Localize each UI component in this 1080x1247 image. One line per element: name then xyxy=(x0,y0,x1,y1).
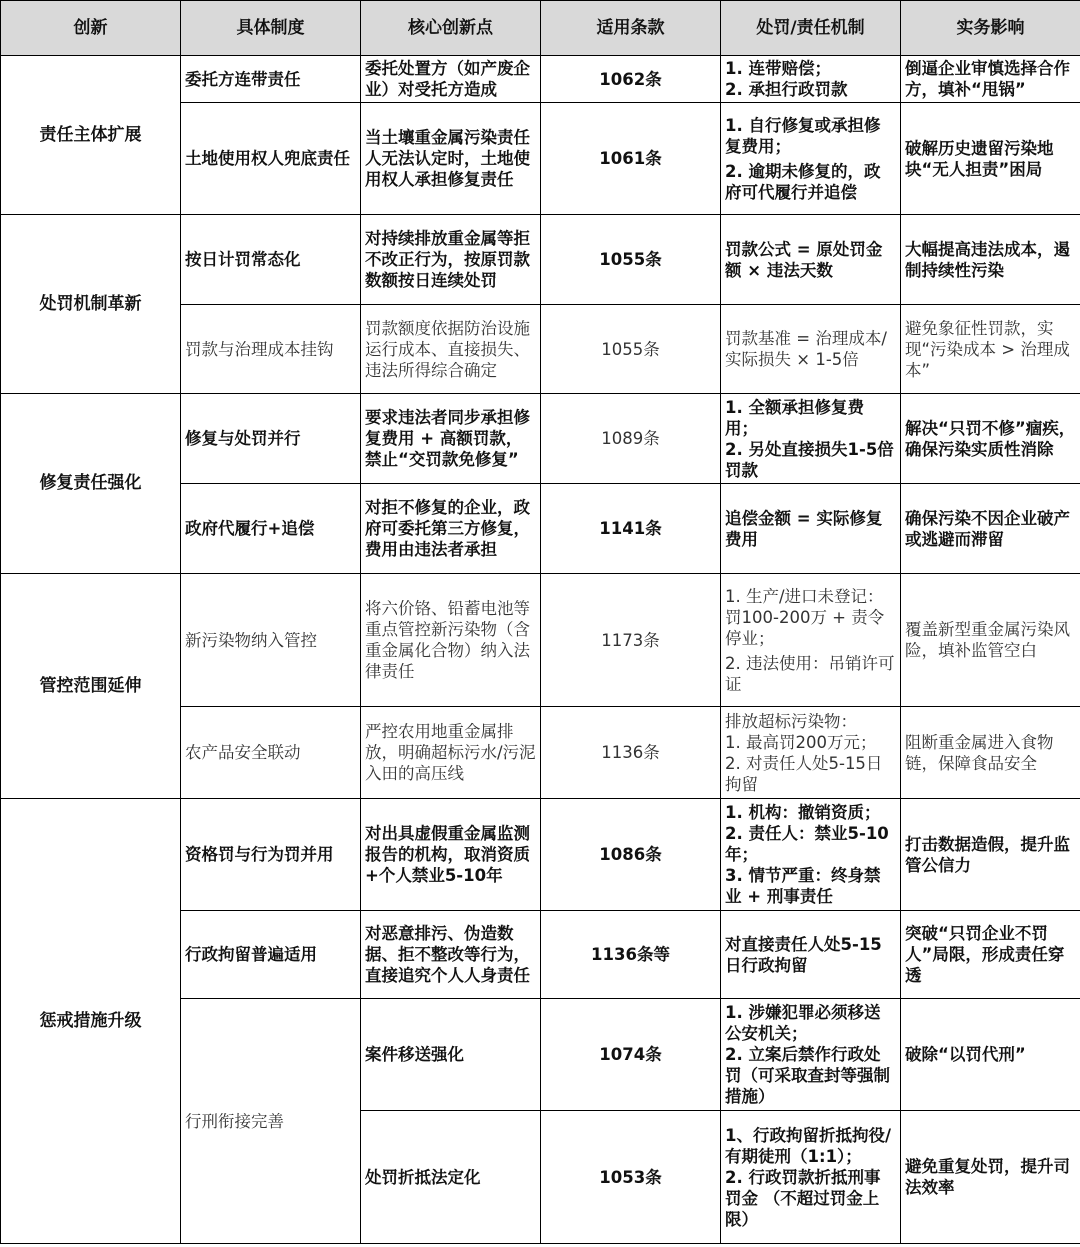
impact-cell: 破解历史遗留污染地块“无人担责”困局 xyxy=(901,103,1080,215)
mechanism-line: 1. 最高罚200万元； xyxy=(725,732,877,752)
table-row xyxy=(1,574,1080,707)
clause-cell: 1062条 xyxy=(541,56,721,103)
innovation-cell: 案件移送强化 xyxy=(361,999,541,1111)
innovation-cell: 对拒不修复的企业，政府可委托第三方修复，费用由违法者承担 xyxy=(361,484,541,574)
clause-cell: 1141条 xyxy=(541,484,721,574)
header-cell: 具体制度 xyxy=(181,1,361,56)
mechanism-line: 1、行政拘留折抵拘役/有期徒刑（1:1）； xyxy=(725,1125,892,1166)
mechanism-line: 2. 责任人：禁业5-10年； xyxy=(725,824,889,864)
mechanism-line: 追偿金额 = 实际修复费用 xyxy=(725,508,883,549)
system-cell: 土地使用权人兜底责任 xyxy=(181,103,361,215)
innovation-cell: 严控农用地重金属排放，明确超标污水/污泥入田的高压线 xyxy=(361,707,541,799)
mechanism-line: 1. 全额承担修复费用； xyxy=(725,397,864,438)
mechanism-line: 2. 另处直接损失1-5倍罚款 xyxy=(725,439,894,480)
mechanism-line: 罚款基准 = 治理成本/实际损失 × 1-5倍 xyxy=(725,329,887,369)
table-row xyxy=(1,394,1080,484)
mechanism-line: 2. 行政罚款折抵刑事罚金 （不超过罚金上限） xyxy=(725,1167,881,1229)
impact-cell: 解决“只罚不修”痼疾，确保污染实质性消除 xyxy=(901,394,1080,484)
system-cell: 委托方连带责任 xyxy=(181,56,361,103)
innovation-cell: 将六价铬、铅蓄电池等重点管控新污染物（含重金属化合物）纳入法律责任 xyxy=(361,574,541,707)
impact-cell: 破除“以罚代刑” xyxy=(901,999,1080,1111)
category-cell: 修复责任强化 xyxy=(1,394,181,574)
mechanism-cell xyxy=(721,56,901,103)
system-cell: 行政拘留普遍适用 xyxy=(181,911,361,999)
mechanism-cell xyxy=(721,799,901,911)
table-row xyxy=(1,56,1080,103)
clause-cell: 1061条 xyxy=(541,103,721,215)
mechanism-line: 1. 自行修复或承担修复费用； xyxy=(725,115,881,156)
mechanism-line: 2. 对责任人处5-15日拘留 xyxy=(725,753,883,794)
mechanism-line: 2. 违法使用：吊销许可证 xyxy=(725,653,895,694)
system-cell: 修复与处罚并行 xyxy=(181,394,361,484)
impact-cell: 打击数据造假，提升监管公信力 xyxy=(901,799,1080,911)
clause-cell: 1089条 xyxy=(541,394,721,484)
mechanism-cell xyxy=(721,999,901,1111)
system-cell: 资格罚与行为罚并用 xyxy=(181,799,361,911)
innovation-cell: 对恶意排污、伪造数据、拒不整改等行为，直接追究个人人身责任 xyxy=(361,911,541,999)
clause-cell: 1055条 xyxy=(541,215,721,305)
impact-cell: 覆盖新型重金属污染风险，填补监管空白 xyxy=(901,574,1080,707)
impact-cell: 倒逼企业审慎选择合作方，填补“甩锅” xyxy=(901,56,1080,103)
mechanism-cell xyxy=(721,103,901,215)
header-cell: 处罚/责任机制 xyxy=(721,1,901,56)
innovation-cell: 对持续排放重金属等拒不改正行为，按原罚款数额按日连续处罚 xyxy=(361,215,541,305)
impact-cell: 阻断重金属进入食物链，保障食品安全 xyxy=(901,707,1080,799)
impact-cell: 避免象征性罚款，实现“污染成本 > 治理成本” xyxy=(901,305,1080,394)
mechanism-cell xyxy=(721,215,901,305)
innovation-cell: 要求违法者同步承担修复费用 + 高额罚款，禁止“交罚款免修复” xyxy=(361,394,541,484)
table-row xyxy=(1,215,1080,305)
category-cell: 处罚机制革新 xyxy=(1,215,181,394)
mechanism-line: 对直接责任人处5-15日行政拘留 xyxy=(725,934,882,975)
mechanism-line: 1. 连带赔偿； xyxy=(725,59,831,78)
system-cell: 新污染物纳入管控 xyxy=(181,574,361,707)
mechanism-cell xyxy=(721,305,901,394)
innovation-cell: 处罚折抵法定化 xyxy=(361,1111,541,1244)
mechanism-cell xyxy=(721,1111,901,1244)
system-cell: 农产品安全联动 xyxy=(181,707,361,799)
clause-cell: 1136条 xyxy=(541,707,721,799)
mechanism-line: 2. 承担行政罚款 xyxy=(725,80,848,99)
system-cell: 行刑衔接完善 xyxy=(181,999,361,1244)
innovation-cell: 当土壤重金属污染责任人无法认定时，土地使用权人承担修复责任 xyxy=(361,103,541,215)
header-row xyxy=(1,1,1080,56)
header-cell: 核心创新点 xyxy=(361,1,541,56)
clause-cell: 1055条 xyxy=(541,305,721,394)
mechanism-line: 2. 逾期未修复的，政府可代履行并追偿 xyxy=(725,161,881,202)
innovation-cell: 委托处置方（如产废企业）对受托方造成 xyxy=(361,56,541,103)
category-cell: 责任主体扩展 xyxy=(1,56,181,215)
mechanism-cell xyxy=(721,911,901,999)
clause-cell: 1173条 xyxy=(541,574,721,707)
innovation-cell: 罚款额度依据防治设施运行成本、直接损失、违法所得综合确定 xyxy=(361,305,541,394)
mechanism-line: 罚款公式 = 原处罚金额 × 违法天数 xyxy=(725,239,883,280)
mechanism-line: 排放超标污染物： xyxy=(725,711,857,731)
clause-cell: 1136条等 xyxy=(541,911,721,999)
impact-cell: 确保污染不因企业破产或逃避而滞留 xyxy=(901,484,1080,574)
mechanism-line: 1. 生产/进口未登记：罚100-200万 + 责令停业； xyxy=(725,586,885,648)
header-cell: 创新 xyxy=(1,1,181,56)
impact-cell: 大幅提高违法成本，遏制持续性污染 xyxy=(901,215,1080,305)
impact-cell: 突破“只罚企业不罚人”局限，形成责任穿透 xyxy=(901,911,1080,999)
clause-cell: 1086条 xyxy=(541,799,721,911)
mechanism-line: 1. 涉嫌犯罪必须移送公安机关； xyxy=(725,1003,881,1043)
system-cell: 政府代履行+追偿 xyxy=(181,484,361,574)
clause-cell: 1074条 xyxy=(541,999,721,1111)
innovation-cell: 对出具虚假重金属监测报告的机构，取消资质+个人禁业5-10年 xyxy=(361,799,541,911)
mechanism-cell xyxy=(721,707,901,799)
system-cell: 罚款与治理成本挂钩 xyxy=(181,305,361,394)
category-cell: 惩戒措施升级 xyxy=(1,799,181,1244)
mechanism-cell xyxy=(721,394,901,484)
clause-cell: 1053条 xyxy=(541,1111,721,1244)
header-cell: 实务影响 xyxy=(901,1,1080,56)
impact-cell: 避免重复处罚，提升司法效率 xyxy=(901,1111,1080,1244)
table-row xyxy=(1,799,1080,911)
system-cell: 按日计罚常态化 xyxy=(181,215,361,305)
mechanism-cell xyxy=(721,484,901,574)
mechanism-cell xyxy=(721,574,901,707)
mechanism-line: 1. 机构：撤销资质； xyxy=(725,803,881,822)
category-cell: 管控范围延伸 xyxy=(1,574,181,799)
mechanism-line: 3. 情节严重：终身禁业 + 刑事责任 xyxy=(725,866,881,906)
header-cell: 适用条款 xyxy=(541,1,721,56)
mechanism-line: 2. 立案后禁作行政处罚（可采取查封等强制措施） xyxy=(725,1045,890,1106)
